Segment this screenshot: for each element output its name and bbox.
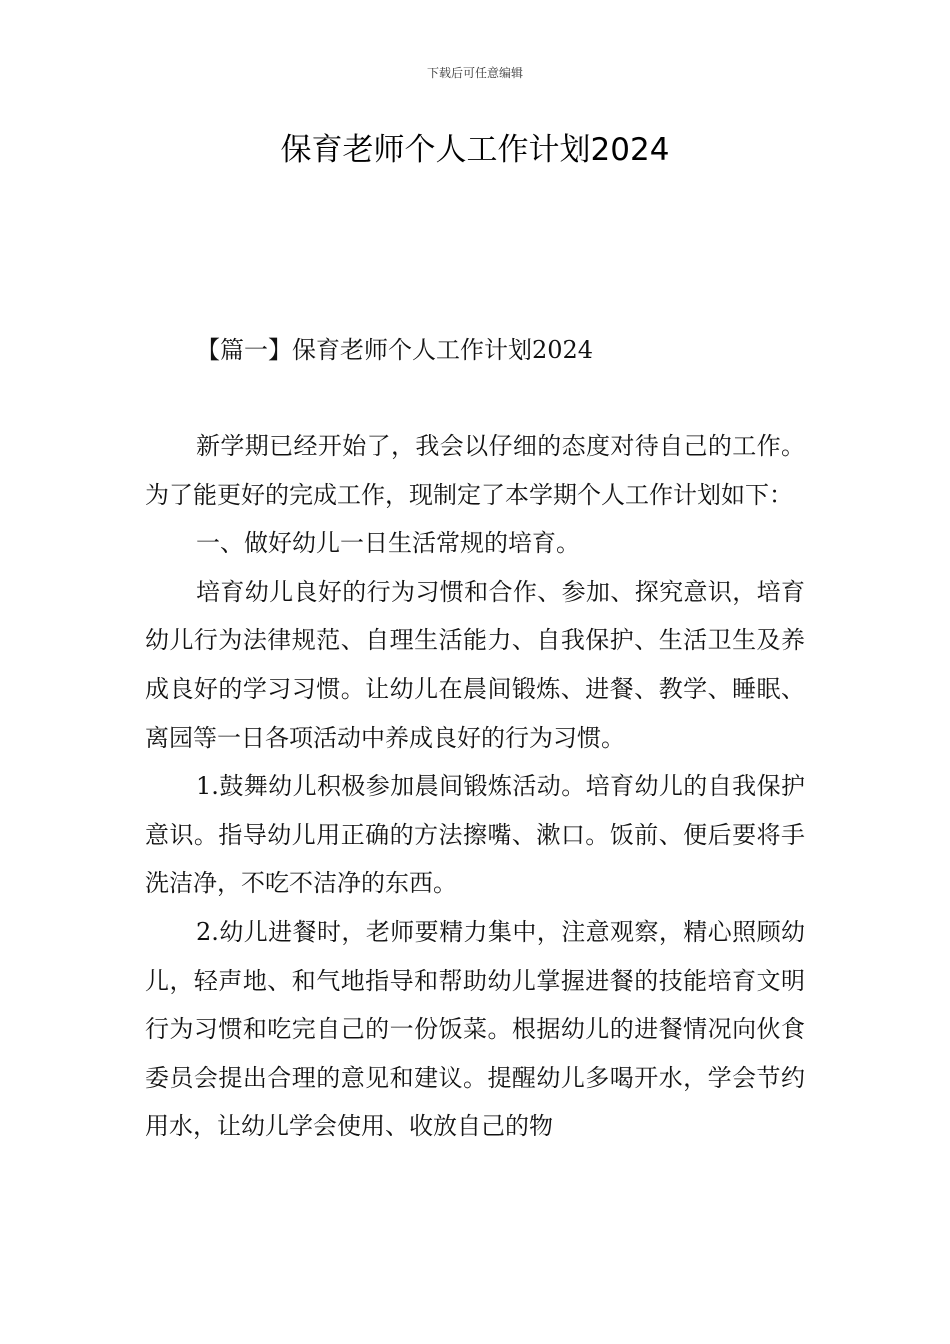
document-title: 保育老师个人工作计划2024 <box>280 132 670 168</box>
section-heading: 【篇一】保育老师个人工作计划2024 <box>196 336 594 364</box>
paragraph-habits: 培育幼儿良好的行为习惯和合作、参加、探究意识，培育幼儿行为法律规范、自理生活能力、自我保护、生活卫生及养成良好的学习习惯。让幼儿在晨间锻炼、进餐、教学、睡眠、离园等一日各项活动中养成良好的行为习惯。 <box>145 577 805 752</box>
header-note: 下载后可任意编辑 <box>426 66 523 80</box>
paragraph-item-1: 1.鼓舞幼儿积极参加晨间锻炼活动。培育幼儿的自我保护意识。指导幼儿用正确的方法擦嘴、漱口。饭前、便后要将手洗洁净，不吃不洁净的东西。 <box>145 772 805 898</box>
paragraph-item-2: 2.幼儿进餐时，老师要精力集中，注意观察，精心照顾幼儿，轻声地、和气地指导和帮助幼儿掌握进餐的技能培育文明行为习惯和吃完自己的一份饭菜。根据幼儿的进餐情况向伙食委员会提出合理的意见和建议。提醒幼儿多喝开水，学会节约用水，让幼儿学会使用、收放自己的物 <box>145 917 805 1141</box>
paragraph-heading-one: 一、做好幼儿一日生活常规的培育。 <box>196 529 580 558</box>
document-body <box>145 422 805 1151</box>
paragraph-intro: 新学期已经开始了，我会以仔细的态度对待自己的工作。为了能更好的完成工作，现制定了本学期个人工作计划如下： <box>145 432 805 509</box>
